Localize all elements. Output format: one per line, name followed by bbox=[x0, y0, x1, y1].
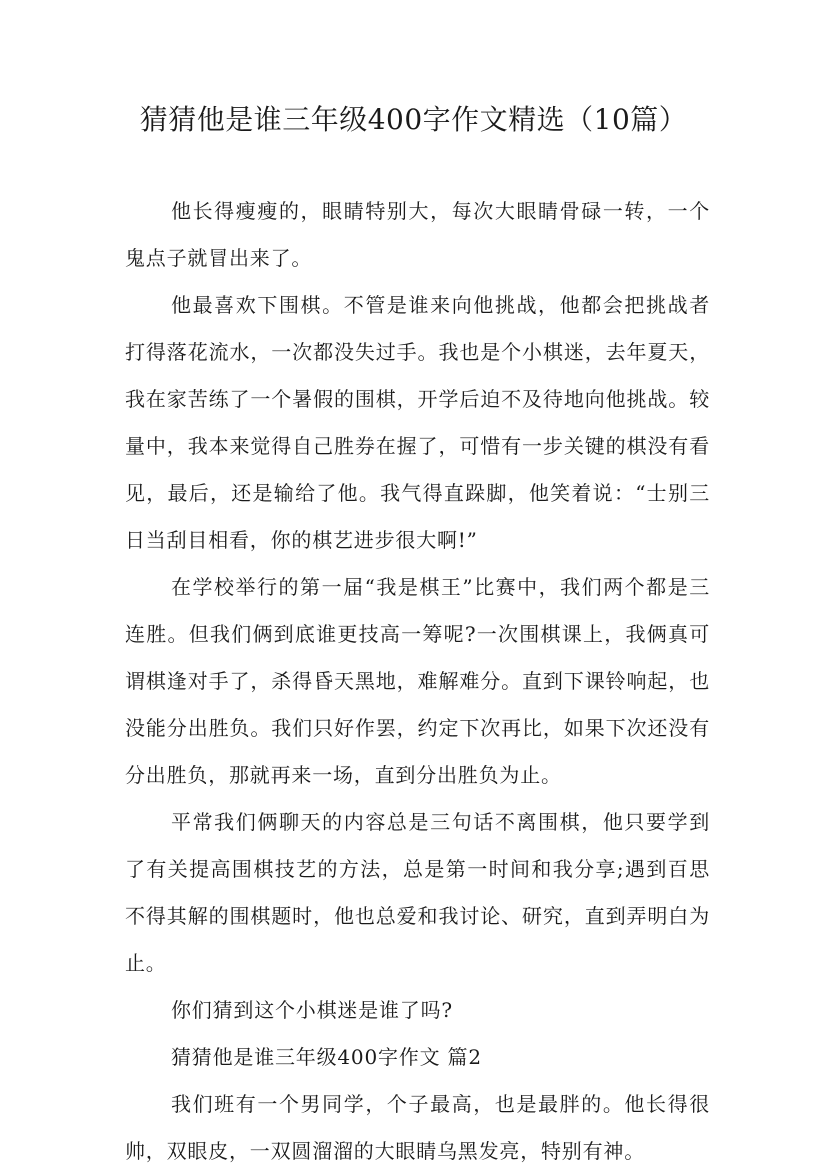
paragraph: 你们猜到这个小棋迷是谁了吗? bbox=[171, 998, 453, 1022]
paragraph: 我们班有一个男同学，个子最高，也是最胖的。他长得很帅，双眼皮，一双圆溜溜的大眼睛乌黑发亮，特别有神。 bbox=[125, 1092, 710, 1163]
paragraph: 他长得瘦瘦的，眼睛特别大，每次大眼睛骨碌一转，一个鬼点子就冒出来了。 bbox=[125, 199, 710, 270]
paragraph: 平常我们俩聊天的内容总是三句话不离围棋，他只要学到了有关提高围棋技艺的方法，总是第一时间和我分享;遇到百思不得其解的围棋题时，他也总爱和我讨论、研究，直到弄明白为止。 bbox=[125, 810, 710, 975]
paragraph: 在学校举行的第一届“我是棋王”比赛中，我们两个都是三连胜。但我们俩到底谁更技高一筹呢?一次围棋课上，我俩真可谓棋逢对手了，杀得昏天黑地，难解难分。直到下课铃响起，也没能分出胜负。我们只好作罢，约定下次再比，如果下次还没有分出胜负，那就再来一场，直到分出胜负为止。 bbox=[125, 575, 710, 787]
paragraph: 他最喜欢下围棋。不管是谁来向他挑战，他都会把挑战者打得落花流水，一次都没失过手。我也是个小棋迷，去年夏天，我在家苦练了一个暑假的围棋，开学后迫不及待地向他挑战。较量中，我本来觉得自己胜券在握了，可惜有一步关键的棋没有看见，最后，还是输给了他。我气得直跺脚，他笑着说：“士别三日当刮目相看，你的棋艺进步很大啊!” bbox=[125, 293, 710, 552]
section-heading: 猜猜他是谁三年级400字作文 篇2 bbox=[171, 1045, 482, 1069]
document-body bbox=[125, 188, 710, 1175]
document-title: 猜猜他是谁三年级400字作文精选（10篇） bbox=[139, 103, 688, 136]
